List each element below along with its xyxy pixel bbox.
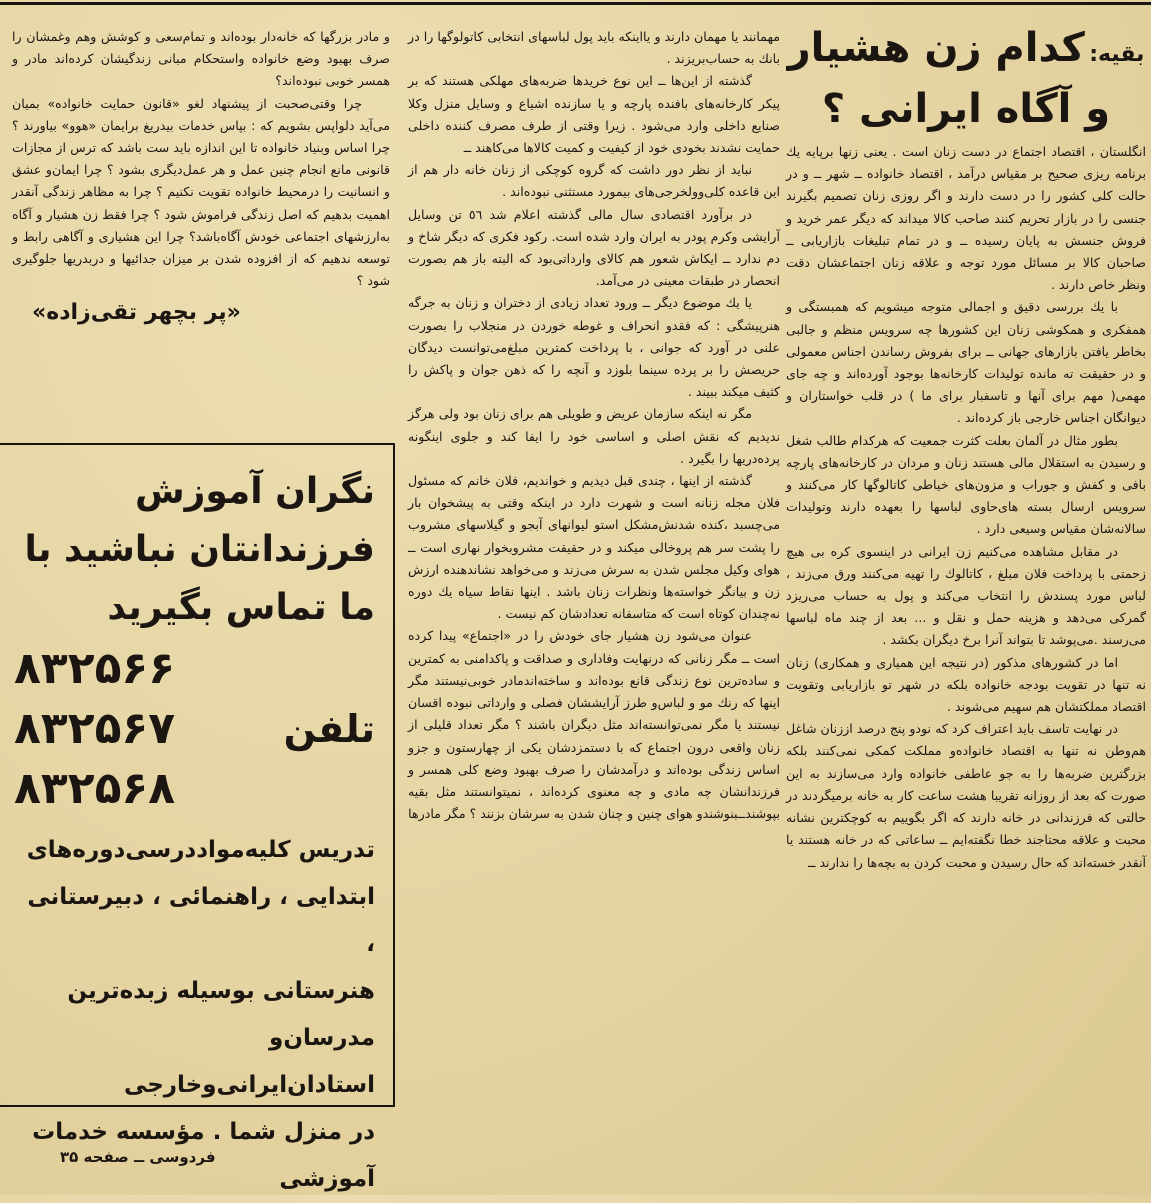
ad-phone-list: [14, 639, 255, 819]
article-paragraph: در برآورد اقتصادی سال مالی گذشته اعلام شد ٥٦ تن وسایل آرایشی وکرم پودر به ایران وارد شده است. رکود فکری که دیگر شاخ و دم ندارد ــ ایکاش شعور هم کالای وارداتی‌بود که البته باز هم بصورت انحصار در طبقات معینی در می‌آمد.: [408, 206, 780, 289]
author-signature: «پر بچهر تقی‌زاده»: [32, 300, 241, 326]
ad-headline: [14, 463, 375, 637]
article-paragraph: انگلستان ، اقتصاد اجتماع در دست زنان است . یعنی زنها برپایه یك برنامه ریزی صحیح بر مقیاس درآمد ، اقتصاد خانواده ــ شهر ــ و در حالت کلی کشور را در دست دارند و اگر روزی زنان تصمیم بگیرند جنسی را در بازار تحریم کنند صاحب کالا میداند که دیگر عمر خرید و فروش جنسش به پایان رسیده ــ و در تمام تبلیغات بازاریابی ــ صاحبان کالا بر مسائل مورد توجه و علاقه زنان اجتماعشان دقت ونظر خاص دارند .: [786, 144, 1146, 293]
headline-line-1: کدام زن هشیار: [787, 25, 1085, 71]
article-paragraph: یا یك موضوع دیگر ــ ورود تعداد زیادی از دختران و زنان به جرگه هنرپیشگی : که فقدو انحراف و غوطه خوردن در منجلاب را بصورت علنی در آورد که جوانی ، با پرداخت کمترین مبلغ‌می‌توانست دیدگان حریصش را بر پرده سینما بلوزد و آنچه را که ذهن جوان و پاکش را کثیف میکند ببیند .: [408, 295, 780, 400]
headline-prefix: بقیه:: [1089, 42, 1145, 67]
article-paragraph: مگر نه اینکه سازمان عریض و طویلی هم برای زنان بود ولی هرگز ندیدیم که نقش اصلی و اساسی خود را ایفا کند و جلوی اینگونه پرده‌دریها را بگیرد .: [408, 406, 780, 466]
ad-headline-line: ما تماس بگیرید: [107, 587, 375, 628]
ad-phone-number: ۸۳۲۵۶۶: [14, 643, 176, 694]
ad-phone-block: [14, 639, 375, 819]
headline-line-2: و آگاه ایرانی ؟: [821, 86, 1111, 132]
ad-body-line: مدرسان‌و استادان‌ایرانی‌وخارجی: [123, 1025, 375, 1098]
ad-body-line: ابتدایی ، راهنمائی ، دبیرستانی ،: [27, 884, 375, 957]
ad-headline-line: نگران آموزش: [134, 471, 375, 512]
page-footer: فردوسی ــ صفحه ۳۵: [60, 1148, 216, 1166]
article-paragraph: عنوان می‌شود زن هشیار جای خودش را در «اجتماع» پیدا کرده است ــ مگر زنانی که درنهایت وفاداری و صداقت و پاکدامنی به کمترین و ساده‌ترین نوع زندگی قانع بوده‌اند و ساخته‌اندمادر خوبی‌نیستند مگر اینها که رنك مو و لباس‌و طرز آرایششان فصلی و وارداتی نبوده اقسان نیستند یا مگر نمی‌توانسته‌اند مثل دیگران باشند ؟ مگر تعداد قلیلی از زنان واقعی درون اجتماع که با دستمزدشان یکی از چهارستون و جزو اساس زندگی بوده‌اند و درآمدشان را صرف بهبود وضع کلی همسر و فرزندانشان چه مادی و چه معنوی کرده‌اند ، نمیتوانستند مثل بقیه بپوشندــبنوشندو هوای چنین و چنان شدن به سرشان بزنند ؟ مگر مادرها: [408, 628, 780, 822]
ad-body-line: در منزل شما . مؤسسه خدمات: [32, 1119, 375, 1145]
article-paragraph: در مقابل مشاهده می‌کنیم زن ایرانی در اینسوی کره بی هیچ زحمتی با پرداخت فلان مبلغ ، کاتالوك را تهیه می‌کنند ورق می‌زند ، لباس مورد پسندش را انتخاب می‌کند و پول به حساب می‌ریزد گمرکی می‌دهد و هزینه حمل و نقل و ... بعد از چند ماه لباسها می‌رسند .می‌پوشد تا بتواند آنرا برخ دیگران بکشد .: [786, 543, 1146, 648]
ad-body-line: تدریس کلیه‌مواددرسی‌دوره‌های: [26, 837, 375, 863]
ad-body-line: هنرستانی بوسیله زبده‌ترین: [67, 978, 375, 1004]
article-paragraph: گذشته از اینها ، چندی قبل دیدیم و خواندیم، فلان خانم که مسئول فلان مجله زنانه است و شهرت دارد در اینکه وقتی به پیشخوان بار می‌چسبد ،کنده شدنش‌مشکل استو لیوانهای آبجو و گیلاسهای مشروب را پشت سر هم پروخالی میکند و در حقیقت مشروبخوار نهاری است ــ هوای وکیل مجلس شدن به سرش می‌زند و می‌خواهد نشاندهنده ارزش زن و بیانگر خواسته‌ها ونظرات زنان باشد . اینها نقاط سیاه یك دوره نه‌چندان کوتاه است که متاسفانه تعدادشان کم نیست .: [408, 473, 780, 622]
article-paragraph: نباید از نظر دور داشت که گروه کوچکی از زنان خانه دار هم از این قاعده کلی‌وولخرجی‌های بیمورد مستثنی نبوده‌اند .: [408, 162, 780, 200]
article-paragraph: در نهایت تاسف باید اعتراف کرد که نودو پنج درصد اززنان شاغل هم‌وطن نه تنها به اقتصاد خانواده‌و مملکت کمکی نمی‌کنند بلکه بزرگترین ضربه‌ها را به جو عاطفی خانواده وارد می‌سازند به این صورت که بعد از روزانه تقریبا هشت ساعت کار به خانه برمیگردند در حالتی که فرزندانی در خانه دارند که اگر بگوییم به کوچکترین نشانه محبت و علاقه محتاجند خطا نگفته‌ایم ــ ساعاتی که در خانه هستند یا آنقدر خسته‌اند که حال رسیدن و محبت کردن به بچه‌ها را ندارند ــ: [786, 721, 1146, 870]
ad-phone-label: تلفن: [283, 707, 375, 751]
top-rule: [0, 2, 1151, 5]
article-paragraph: چرا وقتی‌صحبت از پیشنهاد لغو «قانون حمایت خانواده» بمیان می‌آید دلواپس بشویم که : بپاس خدمات بیدریغ برایمان «هوو» بیاورند ؟ چرا اساس وبنیاد خانواده تا این اندازه باید ست باشد که ترس از مجازات قانونی مانع انجام چنین عمل و هر عمل‌دیگری بشود ؟ چرا ایمان‌و عشق و انسانیت را درمحیط خانواده تقویت نکنیم ؟ چرا به مظاهر زندگی آنقدر اهمیت بدهیم که اصل زندگی فراموش شود ؟ چرا فقط زن هشیار و آگاه به‌ارزشهای اجتماعی خودش آگاه‌باشد؟ چرا این هشیاری و آگاهی رابط و توسعه ندهیم که از افزوده شدن بر میزان جدائیها و دربدریها جلوگیری شود ؟: [12, 95, 390, 289]
left-column: [12, 26, 390, 325]
middle-column: [408, 26, 780, 825]
ad-headline-line: فرزندانتان نباشید با: [24, 529, 375, 570]
ad-phone-number: ۸۳۲۵۶۸: [14, 763, 176, 814]
article-paragraph: اما در کشورهای مذکور (در نتیجه این همیاری و همکاری) زنان نه تنها در تقویت بودجه خانواده بلکه در شهر تو بازاریابی وتقویت اقتصاد مملکتشان هم سهیم می‌شوند .: [786, 654, 1146, 715]
right-column: [786, 8, 1146, 874]
article-paragraph: و مادر بزرگها که خانه‌دار بوده‌اند و تمام‌سعی و کوشش وهم وغمشان را صرف بهبود وضع خانواده واستحکام مبانی زندگیشان کرده‌اند مادر و همسر خوبی نبوده‌اند؟: [12, 29, 390, 89]
article-headline: [786, 22, 1146, 135]
middle-column-body: [408, 26, 780, 825]
article-paragraph: با یك بررسی دقیق و اجمالی متوجه میشویم که همبستگی و همفکری و همکوشی زنان این کشورها چه سرویس منظم و جالبی بخاطر یافتن بازارهای جهانی ــ برای بفروش رساندن اجناس معمولی و در حقیقت ته مانده تولیدات کارخانه‌ها بوجود آورده‌اند و چه جای مهمی( مهم برای آنها و تاسفبار برای ما ) در قلب خواستاران و دیوانگان اجناس خارجی باز کرده‌اند .: [786, 299, 1146, 426]
ad-body-line: آموزشی: [279, 1166, 375, 1192]
right-column-body: [786, 141, 1146, 874]
article-paragraph: مهمانند یا مهمان دارند و یااینکه باید پول لباسهای انتخابی کاتولوگها را در بانك به حساب‌بریزند .: [408, 29, 780, 67]
ad-phone-number: ۸۳۲۵۶۷: [14, 703, 176, 754]
left-column-body: [12, 26, 390, 292]
article-paragraph: گذشته از این‌ها ــ این نوع خریدها ضربه‌های مهلکی هستند که بر پیکر کارخانه‌های بافنده پارچه و یا سازنده اشیاع و وسایل منزل وکلا صنایع داخلی وارد می‌شود . زیرا وقتی از طرف مصرف کننده داخلی حمایت نشدند بخودی خود از کیفیت و کمیت کالاها می‌کاهند ــ: [408, 73, 780, 156]
article-paragraph: بطور مثال در آلمان بعلت کثرت جمعیت که هرکدام طالب شغل و رسیدن به استقلال مالی هستند زنان و مردان در کارخانه‌های پارچه بافی و کفش و جوراب و مزون‌های خیاطی کاتالوگها کار می‌کنند و سرویس ارسال بسته های‌حاوی لباسها را بعهده دارند وتولیدات سالانه‌شان مقیاس وسیعی دارد .: [786, 432, 1146, 537]
ad-body: [14, 827, 375, 1203]
